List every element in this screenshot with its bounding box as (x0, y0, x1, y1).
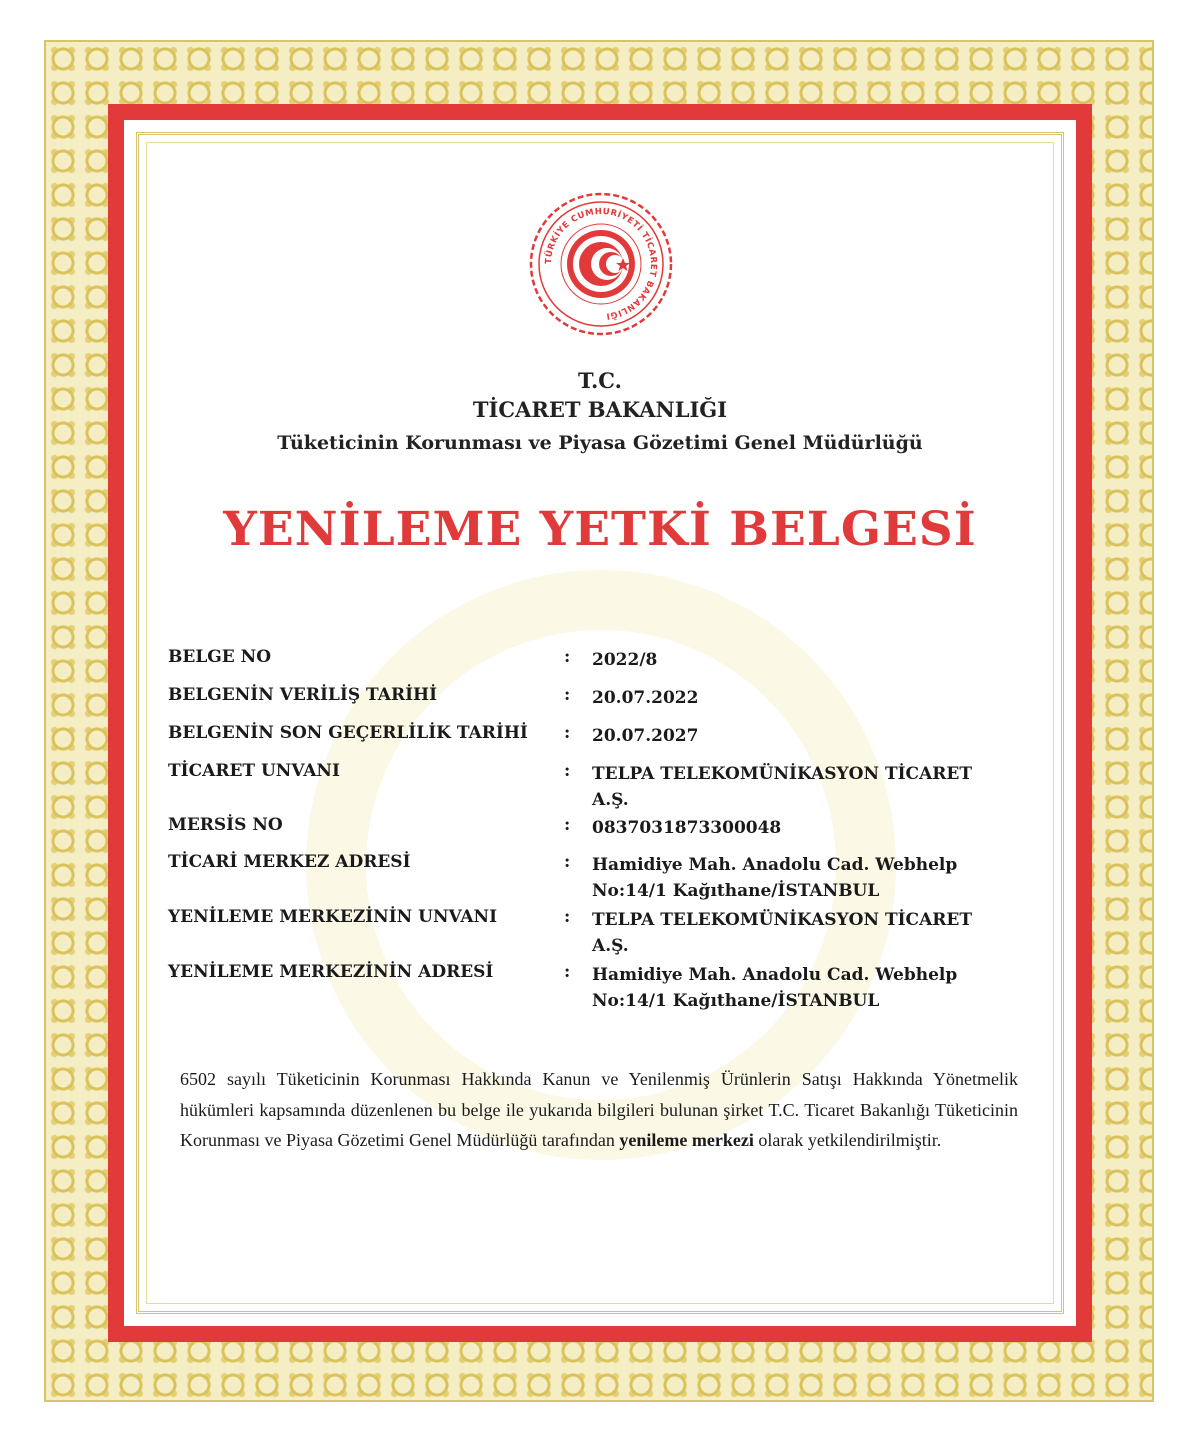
field-label: BELGE NO (168, 647, 272, 667)
field-value: 0837031873300048 (592, 818, 782, 838)
field-value: Hamidiye Mah. Anadolu Cad. Webhelp No:14/1 Kağıthane/İSTANBUL (592, 855, 958, 901)
field-colon: : (564, 852, 571, 872)
authorization-paragraph: 6502 sayılı Tüketicinin Korunması Hakkında Kanun ve Yenilenmiş Ürünlerin Satışı Hakkında Yönetmelik hükümleri kapsamında düzenlenen bu belge ile yukarıda bilgileri bulunan şirket T.C. Ticaret Bakanlığı Tüketicinin Korunması ve Piyasa Gözetimi Genel Müdürlüğü tarafından yenileme merkezi olarak yetkilendirilmiştir. (180, 1069, 1018, 1150)
field-label: TİCARET UNVANI (168, 761, 340, 781)
field-colon: : (564, 647, 571, 667)
field-label: YENİLEME MERKEZİNİN ADRESİ (168, 962, 494, 982)
field-colon: : (564, 761, 571, 781)
field-value: 20.07.2027 (592, 726, 699, 746)
field-value: TELPA TELEKOMÜNİKASYON TİCARET A.Ş. (592, 910, 973, 956)
ministry-emblem (527, 190, 675, 338)
field-label: BELGENİN SON GEÇERLİLİK TARİHİ (168, 723, 528, 743)
field-colon: : (564, 723, 571, 743)
field-value: 20.07.2022 (592, 688, 699, 708)
certificate-title: YENİLEME YETKİ BELGESİ (223, 502, 977, 557)
field-label: MERSİS NO (168, 815, 283, 835)
header-directorate: Tüketicinin Korunması ve Piyasa Gözetimi Genel Müdürlüğü (277, 432, 923, 454)
field-value: Hamidiye Mah. Anadolu Cad. Webhelp No:14/1 Kağıthane/İSTANBUL (592, 965, 958, 1011)
field-colon: : (564, 685, 571, 705)
field-label: YENİLEME MERKEZİNİN UNVANI (168, 907, 498, 927)
field-colon: : (564, 907, 571, 927)
field-colon: : (564, 815, 571, 835)
emblem-ring-text: TÜRKİYE CUMHURİYETİ TİCARET BAKANLIĞI (543, 206, 659, 321)
field-label: TİCARİ MERKEZ ADRESİ (168, 852, 411, 872)
header-tc: T.C. (578, 368, 622, 393)
field-label: BELGENİN VERİLİŞ TARİHİ (168, 685, 438, 705)
field-value: TELPA TELEKOMÜNİKASYON TİCARET A.Ş. (592, 764, 973, 810)
field-colon: : (564, 962, 571, 982)
header-ministry: TİCARET BAKANLIĞI (472, 397, 728, 422)
field-value: 2022/8 (592, 650, 658, 670)
